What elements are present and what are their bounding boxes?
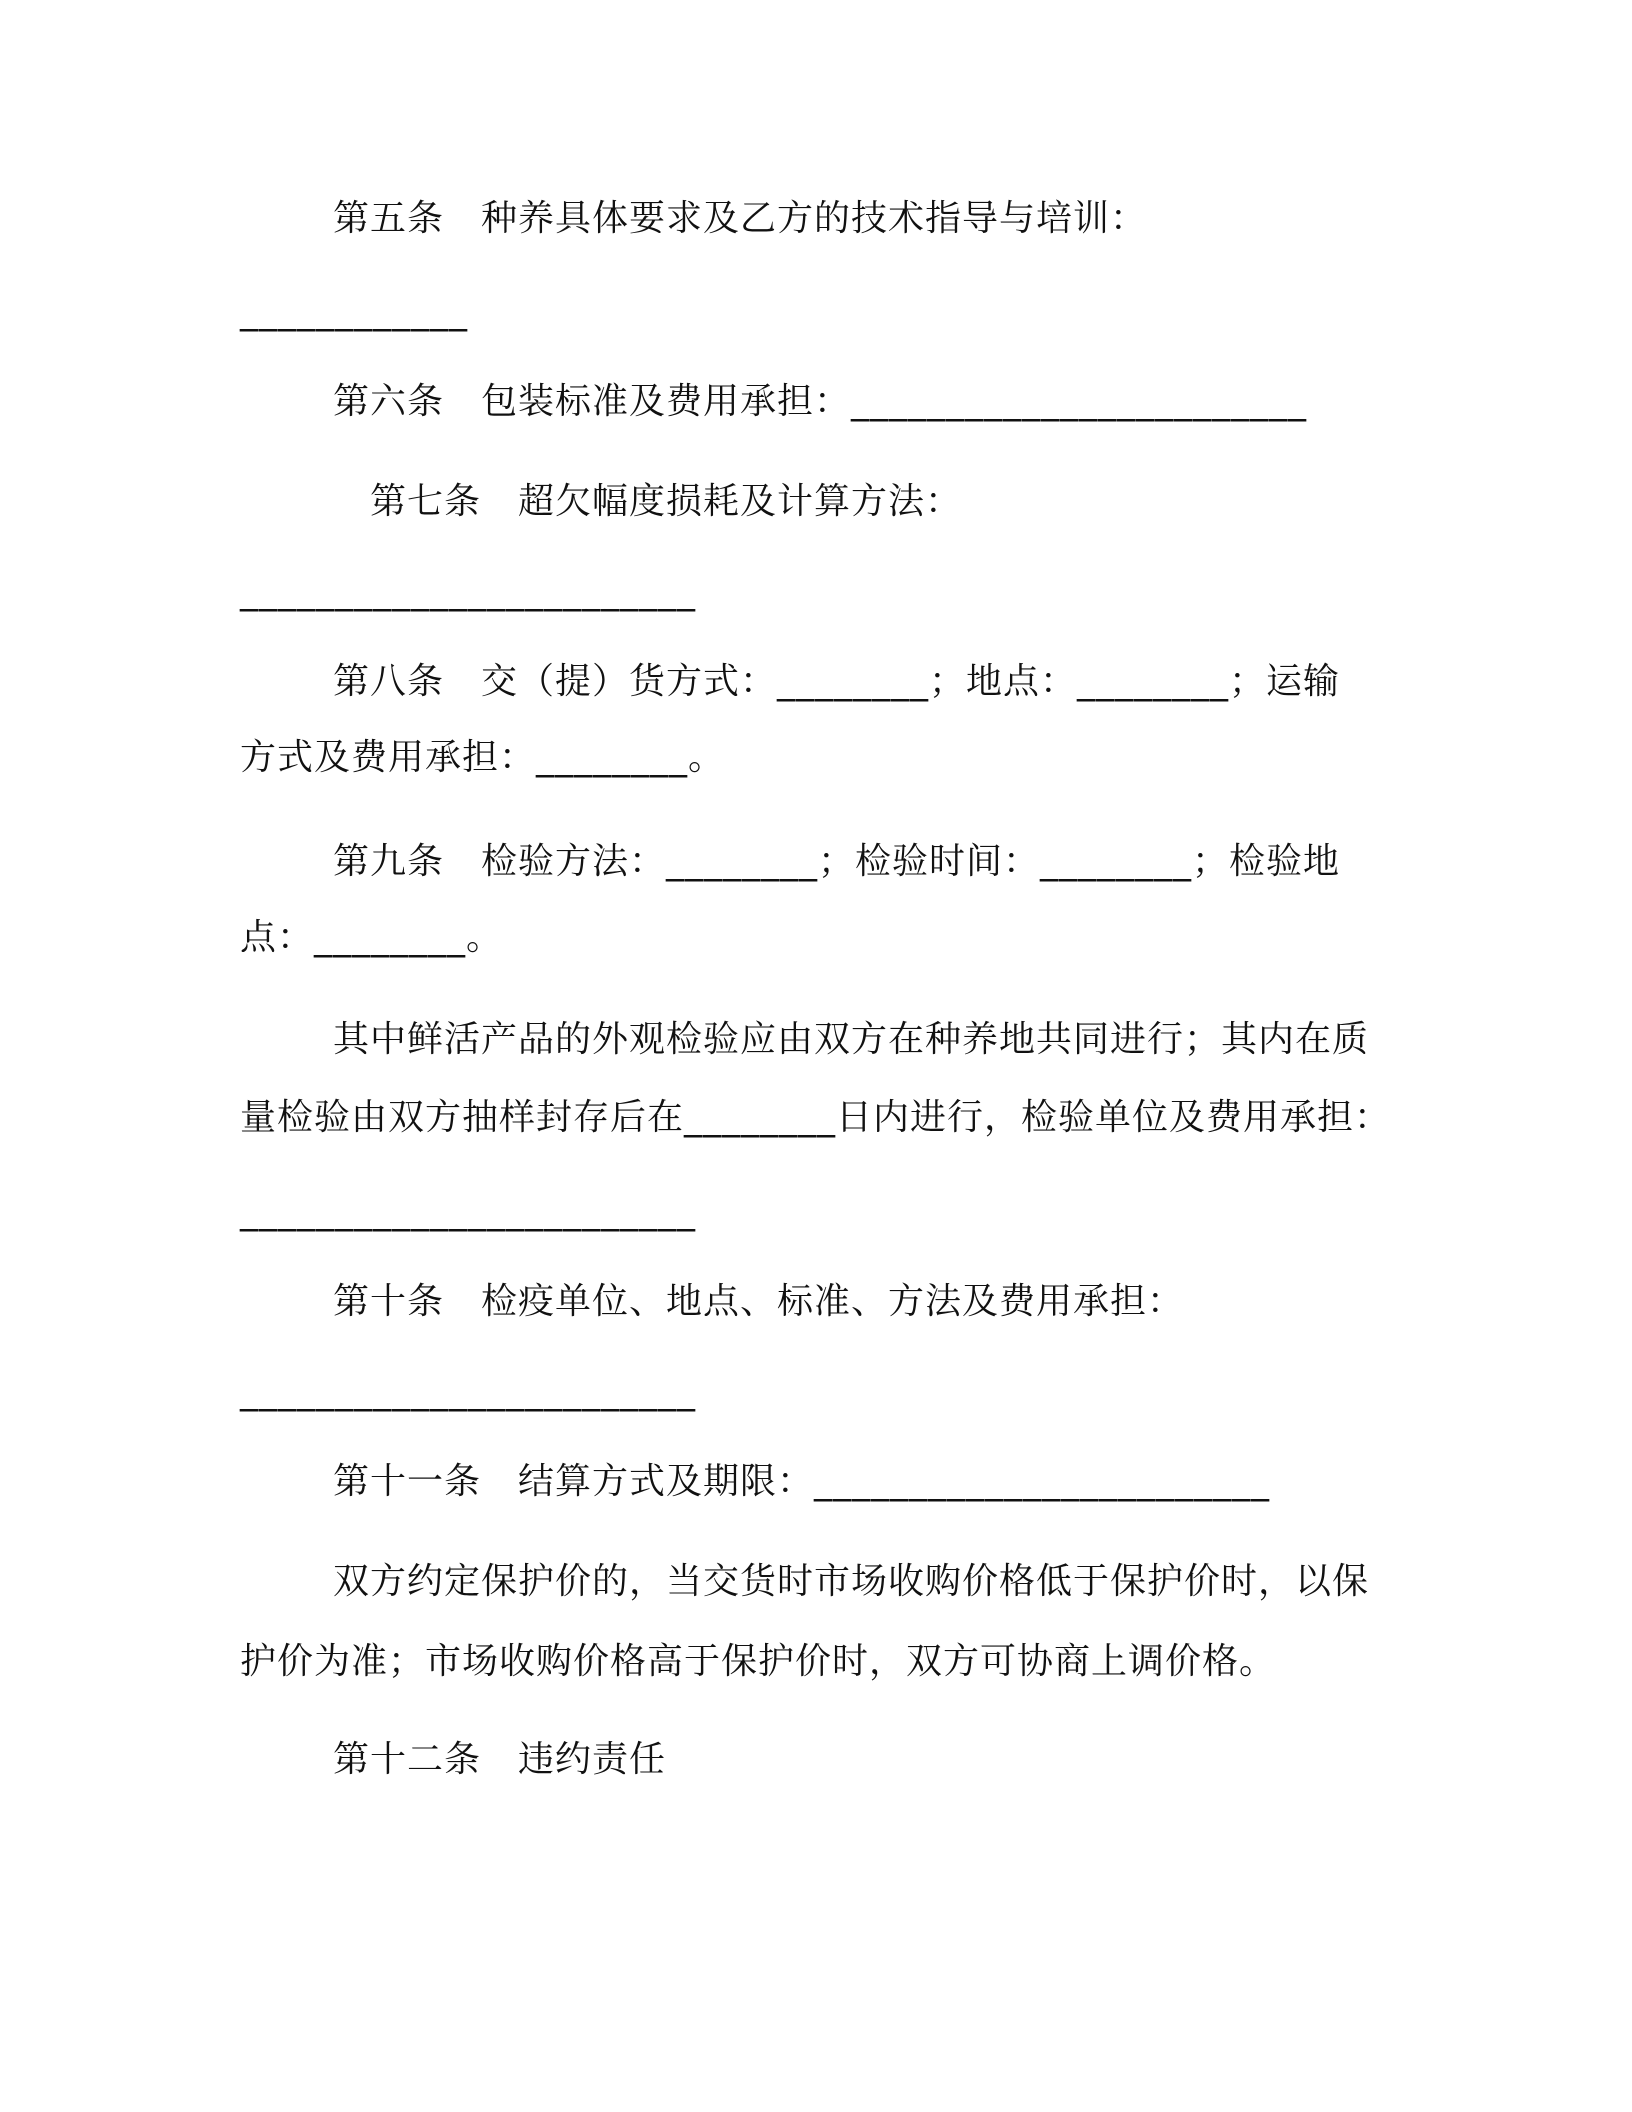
article-9-line-2: 点：________。 <box>240 917 504 958</box>
inspection-paragraph-line-1: 其中鲜活产品的外观检验应由双方在种养地共同进行；其内在质 <box>333 1019 1370 1060</box>
article-10-blank: ________________________ <box>240 1371 696 1412</box>
article-7-blank: ________________________ <box>240 571 696 612</box>
protection-price-line-1: 双方约定保护价的，当交货时市场收购价格低于保护价时，以保 <box>333 1561 1370 1602</box>
article-12-heading: 第十二条 违约责任 <box>333 1739 667 1780</box>
article-8-line-1: 第八条 交（提）货方式：________；地点：________；运输 <box>333 661 1341 702</box>
article-9-line-1: 第九条 检验方法：________；检验时间：________；检验地 <box>333 841 1341 882</box>
protection-price-line-2: 护价为准；市场收购价格高于保护价时，双方可协商上调价格。 <box>240 1641 1277 1682</box>
inspection-paragraph-line-2: 量检验由双方抽样封存后在________日内进行，检验单位及费用承担： <box>240 1097 1392 1138</box>
inspection-blank: ________________________ <box>240 1191 696 1232</box>
article-6: 第六条 包装标准及费用承担：________________________ <box>333 381 1308 422</box>
article-10-heading: 第十条 检疫单位、地点、标准、方法及费用承担： <box>333 1281 1185 1322</box>
article-7-heading: 第七条 超欠幅度损耗及计算方法： <box>370 481 963 522</box>
article-8-line-2: 方式及费用承担：________。 <box>240 737 726 778</box>
article-11: 第十一条 结算方式及期限：________________________ <box>333 1461 1271 1502</box>
article-5-heading: 第五条 种养具体要求及乙方的技术指导与培训： <box>333 198 1148 239</box>
article-5-blank: ____________ <box>240 291 468 332</box>
